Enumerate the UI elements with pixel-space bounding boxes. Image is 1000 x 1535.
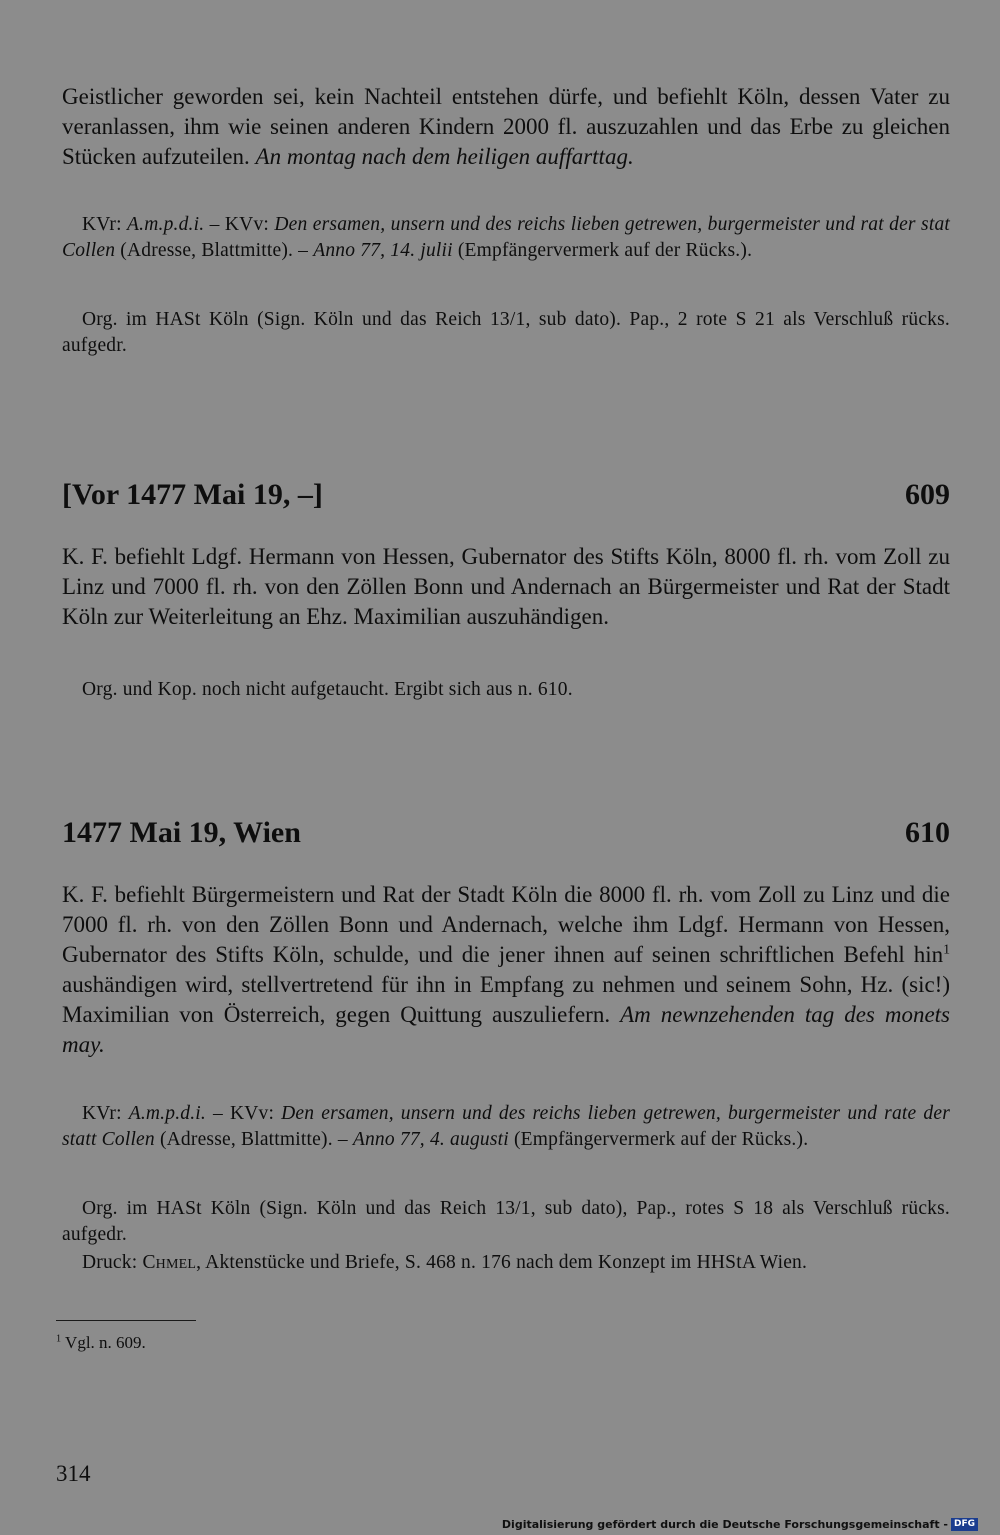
footnote-divider xyxy=(56,1320,196,1321)
entry-date: 1477 Mai 19, Wien xyxy=(62,816,301,849)
intro-date-quote: An montag nach dem heiligen auffarttag. xyxy=(255,144,634,169)
entry-610-kv-note: KVr: A.m.p.d.i. – KVv: Den ersamen, unsern und des reichs lieben getrewen, burgermeister und rate der statt Collen (Adresse, Blattmitte). – Anno 77, 4. augusti (Empfängervermerk auf der Rücks.). xyxy=(62,1103,950,1150)
entry-date: [Vor 1477 Mai 19, –] xyxy=(62,478,323,511)
entry-609-note: Org. und Kop. noch nicht aufgetaucht. Ergibt sich aus n. 610. xyxy=(82,679,573,700)
footnote-reference: 1 xyxy=(943,941,950,957)
entry-610-body: K. F. befiehlt Bürgermeistern und Rat der Stadt Köln die 8000 fl. rh. vom Zoll zu Linz und die 7000 fl. rh. von den Zöllen Bonn und Andernach, welche ihm Ldgf. Hermann von Hessen, Gubernator des Stifts Köln, schulde, und die jener ihnen auf seinen schriftlichen Befehl hin$^1$ aushändigen wird, stellvertretend für ihn in Empfang zu nehmen und seinem Sohn, Hz. (sic!) Maximilian von Österreich, gegen Quittung auszuliefern. Am newnzehenden tag des monets may. xyxy=(62,882,950,1057)
footnote: $^1$ Vgl. n. 609. xyxy=(56,1333,146,1352)
entry-609-body: K. F. befiehlt Ldgf. Hermann von Hessen, Gubernator des Stifts Köln, 8000 fl. rh. vom Zoll zu Linz und 7000 fl. rh. von den Zöllen Bonn und Andernach an Bürgermeister und Rat der Stadt Köln zur Weiterleitung an Ehz. Maximilian auszuhändigen. xyxy=(62,544,950,629)
entry-heading-610 xyxy=(62,816,950,850)
dfg-logo-icon: DFG xyxy=(951,1518,978,1531)
intro-paragraph xyxy=(62,82,950,172)
page-number: 314 xyxy=(56,1461,91,1486)
intro-text: Geistlicher geworden sei, kein Nachteil entstehen dürfe, und befiehlt Köln, dessen Vater zu veranlassen, ihm wie seinen anderen Kindern 2000 fl. auszuzahlen und das Erbe zu gleichen Stücken aufzuteilen. xyxy=(62,84,950,169)
entry-610-druck-note: Druck: Chmel, Aktenstücke und Briefe, S. 468 n. 176 nach dem Konzept im HHStA Wien. xyxy=(82,1252,808,1273)
entry-number: 610 xyxy=(905,816,950,849)
entry-number: 609 xyxy=(905,478,950,511)
intro-kv-note: KVr: A.m.p.d.i. – KVv: Den ersamen, unsern und des reichs lieben getrewen, burgermeister und rat der stat Collen (Adresse, Blattmitte). – Anno 77, 14. julii (Empfängervermerk auf der Rücks.). xyxy=(62,214,951,261)
digitization-credit: Digitalisierung gefördert durch die Deutsche Forschungsgemeinschaft - DFG xyxy=(502,1518,978,1531)
entry-heading-609 xyxy=(62,478,950,512)
intro-org-note: Org. im HASt Köln (Sign. Köln und das Reich 13/1, sub dato). Pap., 2 rote S 21 als Verschluß rücks. aufgedr. xyxy=(62,309,950,356)
entry-610-org-note: Org. im HASt Köln (Sign. Köln und das Reich 13/1, sub dato), Pap., rotes S 18 als Verschluß rücks. aufgedr. xyxy=(62,1198,950,1245)
